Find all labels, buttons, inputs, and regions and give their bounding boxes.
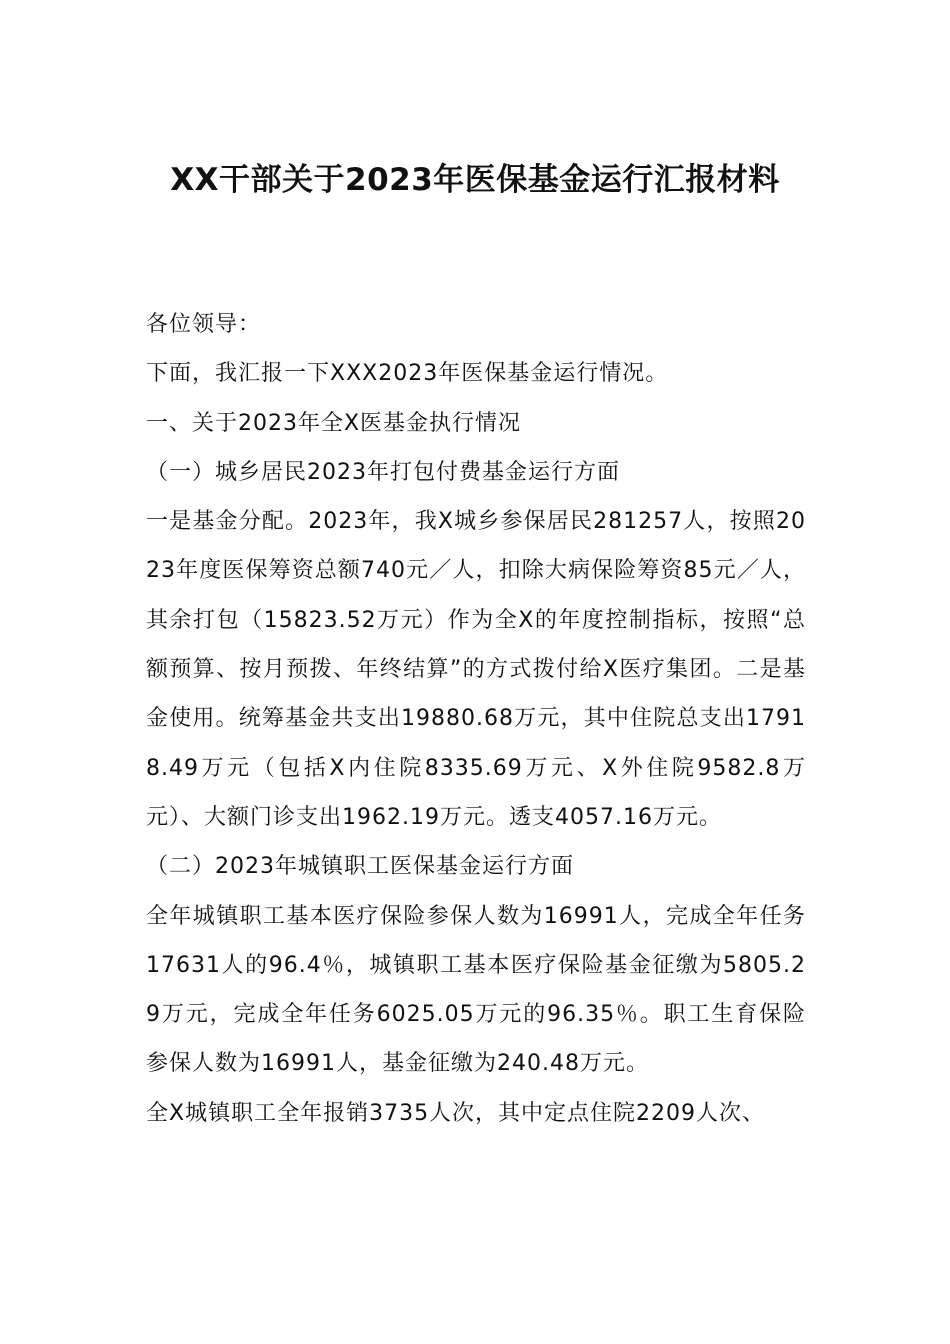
subsection-1-body: 一是基金分配。2023年，我X城乡参保居民281257人，按照2023年度医保筹资总额740元／人，扣除大病保险筹资85元／人，其余打包（15823.52万元）作为全X的年度控制指标，按照“总额预算、按月预拨、年终结算”的方式拨付给X医疗集团。二是基金使用。统筹基金共支出19880.68万元，其中住院总支出17918.49万元（包括X内住院8335.69万元、X外住院9582.8万元）、大额门诊支出1962.19万元。透支4057.16万元。 — [146, 509, 806, 830]
subsection-2-heading: （二）2023年城镇职工医保基金运行方面 — [146, 854, 574, 880]
subsection-1-heading: （一）城乡居民2023年打包付费基金运行方面 — [146, 459, 620, 485]
subsection-2-continued: 全X城镇职工全年报销3735人次，其中定点住院2209人次、 — [146, 1100, 766, 1126]
document-body — [146, 300, 806, 1138]
salutation: 各位领导： — [146, 312, 262, 337]
intro-paragraph: 下面，我汇报一下XXX2023年医保基金运行情况。 — [146, 361, 669, 387]
document-title: XX干部关于2023年医保基金运行汇报材料 — [170, 162, 780, 198]
subsection-2-body: 全年城镇职工基本医疗保险参保人数为16991人，完成全年任务17631人的96.4％，城镇职工基本医疗保险基金征缴为5805.29万元，完成全年任务6025.05万元的96.35％。职工生育保险参保人数为16991人，基金征缴为240.48万元。 — [146, 903, 806, 1077]
section-1-heading: 一、关于2023年全X医基金执行情况 — [146, 410, 522, 436]
